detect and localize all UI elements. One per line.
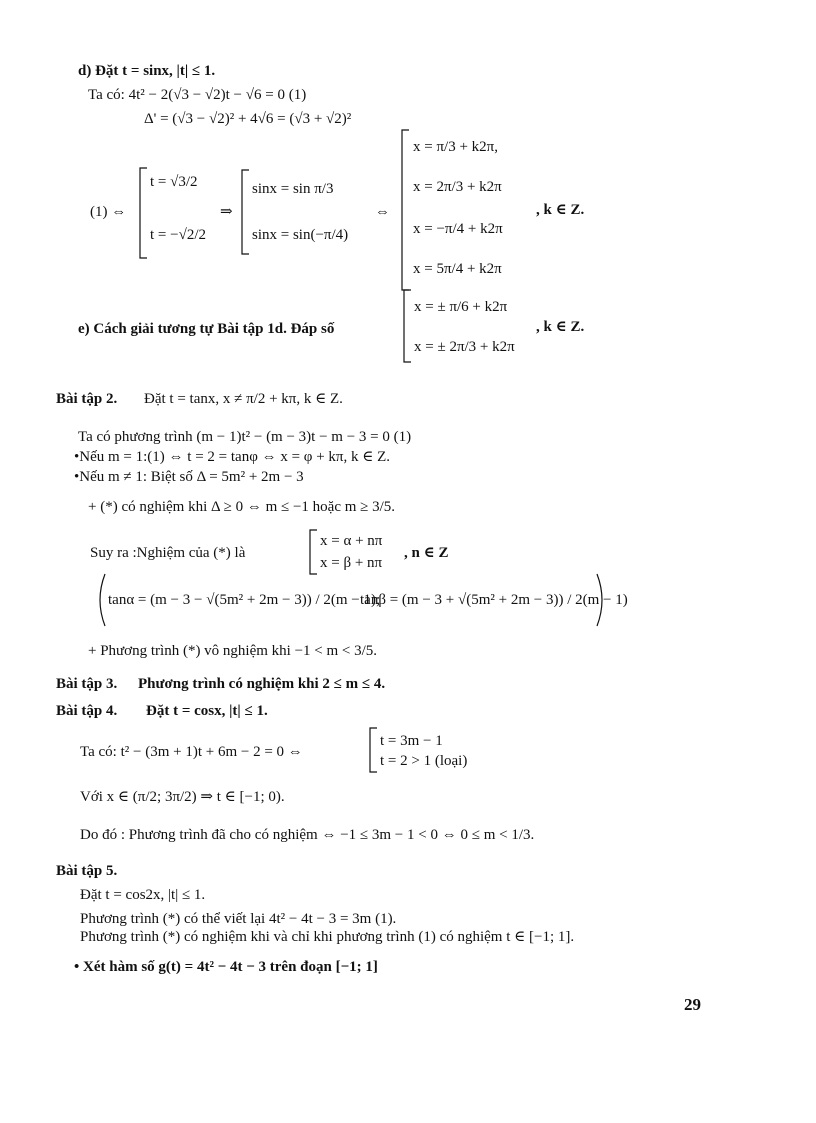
bt2-tan-beta: tanβ = (m − 3 + √(5m² + 2m − 3)) / 2(m − 1) (360, 592, 628, 608)
bt3-title: Bài tập 3. (56, 676, 118, 692)
bt4-conclusion: Do đó : Phương trình đã cho có nghiệm ⇔ −1 ≤ 3m − 1 < 0 ⇔ 0 ≤ m < 1/3. (80, 827, 535, 843)
t-case-2: t = −√2/2 (150, 227, 206, 243)
bt2-tan-open-paren (94, 574, 106, 626)
page-number: 29 (684, 995, 701, 1014)
bt5-consider: • Xét hàm số g(t) = 4t² − 4t − 3 trên đoạn [−1; 1] (74, 959, 378, 975)
x-case-4: x = 5π/4 + k2π (413, 261, 502, 277)
bt2-no-root: + Phương trình (*) vô nghiệm khi −1 < m < 3/5. (88, 643, 378, 659)
bt4-case-2: t = 2 > 1 (loại) (380, 753, 468, 769)
bt3-text: Phương trình có nghiệm khi 2 ≤ m ≤ 4. (138, 676, 386, 692)
bt4-case-1: t = 3m − 1 (380, 733, 443, 749)
bt2-equation: Ta có phương trình (m − 1)t² − (m − 3)t − m − 3 = 0 (1) (78, 429, 412, 445)
e-cases-bracket (402, 290, 412, 362)
bt2-roots-bracket (308, 530, 318, 574)
bt5-title: Bài tập 5. (56, 863, 118, 879)
equivalence-label: (1) ⇔ (90, 204, 127, 220)
bt2-title: Bài tập 2. (56, 391, 118, 407)
bt2-case-1: •Nếu m = 1:(1) ⇔ t = 2 = tanφ ⇔ x = φ + kπ, k ∈ Z. (74, 449, 391, 465)
implies-arrow: ⇒ (220, 204, 233, 220)
bt2-case-2: •Nếu m ≠ 1: Biệt số Δ = 5m² + 2m − 3 (74, 469, 304, 485)
bt5-rewrite: Phương trình (*) có thể viết lại 4t² − 4t − 3 = 3m (1). (80, 911, 397, 927)
part-d-delta: Δ' = (√3 − √2)² + 4√6 = (√3 + √2)² (144, 111, 352, 127)
sin-cases-bracket (240, 170, 250, 254)
bt2-root-intro: Suy ra :Nghiệm của (*) là (90, 545, 246, 561)
k-domain-e: , k ∈ Z. (536, 319, 585, 335)
t-cases-bracket (138, 168, 148, 258)
x-case-3: x = −π/4 + k2π (413, 221, 503, 237)
bt4-intro: Đặt t = cosx, |t| ≤ 1. (146, 703, 268, 719)
bt4-title: Bài tập 4. (56, 703, 118, 719)
x-case-2: x = 2π/3 + k2π (413, 179, 502, 195)
bt2-condition: + (*) có nghiệm khi Δ ≥ 0 ⇔ m ≤ −1 hoặc m ≥ 3/5. (88, 499, 396, 515)
e-case-2: x = ± 2π/3 + k2π (414, 339, 515, 355)
bt4-interval: Với x ∈ (π/2; 3π/2) ⇒ t ∈ [−1; 0). (80, 789, 285, 805)
t-case-1: t = √3/2 (150, 174, 198, 190)
equiv-arrow: ⇔ (375, 204, 390, 220)
bt2-intro: Đặt t = tanx, x ≠ π/2 + kπ, k ∈ Z. (144, 391, 343, 407)
sin-case-1: sinx = sin π/3 (252, 181, 334, 197)
bt2-n-domain: , n ∈ Z (404, 545, 449, 561)
x-case-1: x = π/3 + k2π, (413, 139, 498, 155)
sin-case-2: sinx = sin(−π/4) (252, 227, 349, 243)
bt4-cases-bracket (368, 728, 378, 772)
bt5-iff: Phương trình (*) có nghiệm khi và chỉ khi phương trình (1) có nghiệm t ∈ [−1; 1]. (80, 929, 575, 945)
bt2-root-1: x = α + nπ (320, 533, 383, 549)
bt2-tan-alpha: tanα = (m − 3 − √(5m² + 2m − 3)) / 2(m − 1); (108, 592, 381, 608)
bt5-intro: Đặt t = cos2x, |t| ≤ 1. (80, 887, 206, 903)
part-e-text: e) Cách giải tương tự Bài tập 1d. Đáp số (78, 321, 335, 337)
bt2-tan-close-paren (596, 574, 608, 626)
part-d-heading: d) Đặt t = sinx, |t| ≤ 1. (78, 63, 216, 79)
bt4-equation: Ta có: t² − (3m + 1)t + 6m − 2 = 0 ⇔ (80, 744, 303, 760)
part-d-equation-1: Ta có: 4t² − 2(√3 − √2)t − √6 = 0 (1) (88, 87, 307, 103)
e-case-1: x = ± π/6 + k2π (414, 299, 508, 315)
x-cases-bracket (400, 130, 410, 290)
bt2-root-2: x = β + nπ (320, 555, 383, 571)
k-domain-d: , k ∈ Z. (536, 202, 585, 218)
